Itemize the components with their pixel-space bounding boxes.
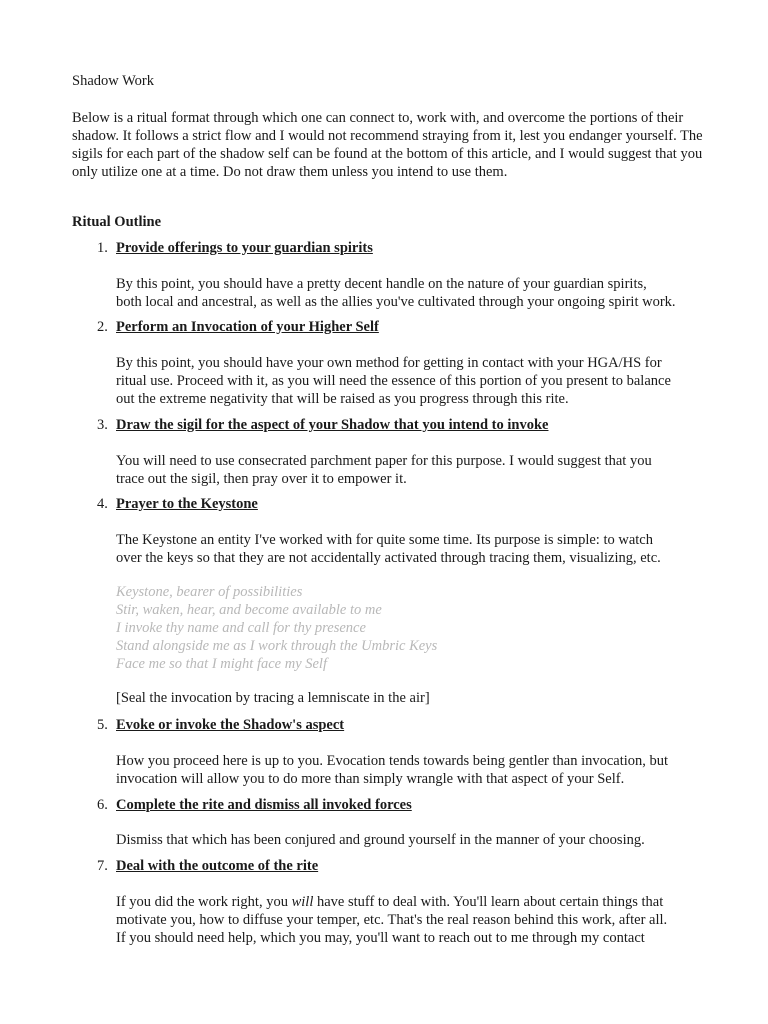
step-title: Deal with the outcome of the rite [116, 858, 319, 874]
step-4-heading [97, 495, 258, 513]
intro-paragraph: Below is a ritual format through which one can connect to, work with, and overcome the portions of their shadow. It follows a strict flow and I would not recommend straying from it, lest you endanger yourself. The sigils for each part of the shadow self can be found at the bottom of this article, and I would suggest that you only utilize one at a time. Do not draw them unless you intend to use them. [72, 110, 703, 180]
step-6-heading [97, 796, 412, 814]
step-7-body-rest: have stuff to deal with. You'll learn about certain things that motivate you, how to diffuse your temper, etc. That's the real reason behind this work, after all. If you should need help, which you may, you'll want to reach out to me through my contact [116, 894, 668, 946]
step-number: 7. [97, 858, 108, 874]
prayer-line: Stir, waken, hear, and become available to me [116, 602, 382, 618]
keystone-prayer [116, 583, 437, 673]
prayer-line: Keystone, bearer of possibilities [116, 584, 303, 600]
step-number: 3. [97, 417, 108, 433]
step-7-body [116, 893, 716, 947]
step-number: 1. [97, 240, 108, 256]
step-number: 5. [97, 717, 108, 733]
step-7-body-start: If you did the work right, you [116, 894, 292, 910]
seal-note: [Seal the invocation by tracing a lemniscate in the air] [116, 690, 430, 706]
step-7-emphasis: will [291, 894, 314, 910]
step-number: 6. [97, 797, 108, 813]
prayer-line: I invoke thy name and call for thy presence [116, 620, 366, 636]
step-3-heading [97, 416, 548, 434]
step-4-body: The Keystone an entity I've worked with for quite some time. Its purpose is simple: to watch over the keys so that they are not accidentally activated through tracing them, visualizing, etc. [116, 532, 661, 566]
document-title: Shadow Work [72, 73, 154, 89]
step-title: Perform an Invocation of your Higher Self [116, 319, 379, 335]
step-5-body: How you proceed here is up to you. Evocation tends towards being gentler than invocation, but invocation will allow you to do more than simply wrangle with that aspect of your Self. [116, 753, 669, 787]
step-5-heading [97, 716, 344, 734]
step-title: Draw the sigil for the aspect of your Shadow that you intend to invoke [116, 417, 549, 433]
step-2-body: By this point, you should have your own method for getting in contact with your HGA/HS for ritual use. Proceed with it, as you will need the essence of this portion of you present to balance out the extreme negativity that will be raised as you progress through this rite. [116, 355, 671, 407]
step-number: 2. [97, 319, 108, 335]
step-2-heading [97, 318, 379, 336]
step-title: Evoke or invoke the Shadow's aspect [116, 717, 345, 733]
step-1-body: By this point, you should have a pretty decent handle on the nature of your guardian spirits, both local and ancestral, as well as the allies you've cultivated through your ongoing spirit work. [116, 276, 676, 310]
step-title: Provide offerings to your guardian spirits [116, 240, 373, 256]
step-number: 4. [97, 496, 108, 512]
step-title: Prayer to the Keystone [116, 496, 258, 512]
prayer-line: Stand alongside me as I work through the Umbric Keys [116, 638, 438, 654]
step-3-body: You will need to use consecrated parchment paper for this purpose. I would suggest that you trace out the sigil, then pray over it to empower it. [116, 453, 652, 487]
prayer-line: Face me so that I might face my Self [116, 656, 327, 672]
step-7-heading [97, 857, 318, 875]
step-6-body: Dismiss that which has been conjured and ground yourself in the manner of your choosing. [116, 832, 645, 848]
step-title: Complete the rite and dismiss all invoked forces [116, 797, 412, 813]
step-1-heading [97, 239, 373, 257]
section-heading: Ritual Outline [72, 214, 162, 230]
